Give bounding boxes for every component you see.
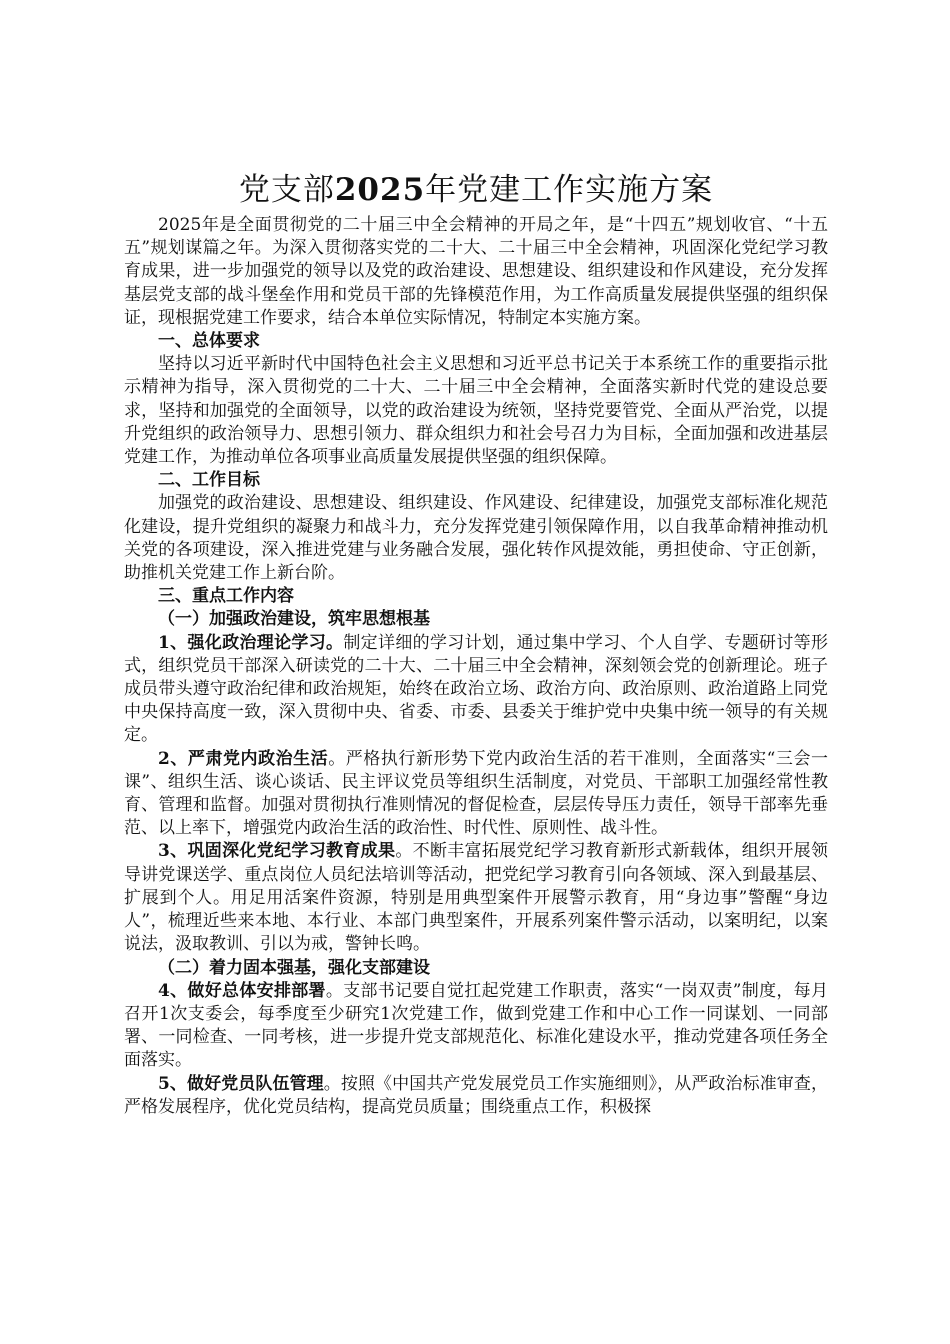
document-body	[124, 168, 828, 1119]
item-3-title: 3、巩固深化党纪学习教育成果	[158, 841, 396, 862]
item-5-title: 5、做好党员队伍管理	[158, 1073, 324, 1094]
item-5-paragraph	[124, 1073, 828, 1119]
item-1-title: 1、强化政治理论学习。	[158, 632, 344, 653]
intro-paragraph: 2025年是全面贯彻党的二十届三中全会精神的开局之年，是“十四五”规划收官、“十五五”规划谋篇之年。为深入贯彻落实党的二十大、二十届三中全会精神，巩固深化党纪学习教育成果，进一步加强党的领导以及党的政治建设、思想建设、组织建设和作风建设，充分发挥基层党支部的战斗堡垒作用和党员干部的先锋模范作用，为工作高质量发展提供坚强的组织保证，现根据党建工作要求，结合本单位实际情况，特制定本实施方案。	[124, 215, 828, 328]
item-1-paragraph	[124, 632, 828, 748]
title-year: 2025	[334, 172, 426, 208]
title-prefix: 党支部	[238, 172, 335, 208]
item-4-title: 4、做好总体安排部署	[158, 980, 326, 1001]
item-5-text: 。按照《中国共产党发展党员工作实施细则》，从严政治标准审查，严格发展程序，优化党员结构，提高党员质量；围绕重点工作，积极探	[124, 1073, 828, 1117]
section-work-goals-text: 加强党的政治建设、思想建设、组织建设、作风建设、纪律建设，加强党支部标准化规范化建设，提升党组织的凝聚力和战斗力，充分发挥党建引领保障作用，以自我革命精神推动机关党的各项建设，深入推进党建与业务融合发展，强化转作风提效能，勇担使命、守正创新，助推机关党建工作上新台阶。	[124, 493, 828, 584]
subsection-heading-political-building: （一）加强政治建设，筑牢思想根基	[158, 609, 430, 630]
item-4-paragraph	[124, 980, 828, 1073]
item-1-text: 制定详细的学习计划，通过集中学习、个人自学、专题研讨等形式，组织党员干部深入研读党的二十大、二十届三中全会精神，深刻领会党的创新理论。班子成员带头遵守政治纪律和政治规矩，始终在政治立场、政治方向、政治原则、政治道路上同党中央保持高度一致，深入贯彻中央、省委、市委、县委关于维护党中央集中统一领导的有关规定。	[124, 632, 828, 746]
item-2-title: 2、严肃党内政治生活	[158, 748, 329, 769]
item-4-text: 。支部书记要自觉扛起党建工作职责，落实“一岗双责”制度，每月召开1次支委会，每季度至少研究1次党建工作，做到党建工作和中心工作一同谋划、一同部署、一同检查、一同考核，进一步提升党支部规范化、标准化建设水平，推动党建各项任务全面落实。	[124, 980, 828, 1071]
item-2-text: 。严格执行新形势下党内政治生活的若干准则，全面落实“三会一课”、组织生活、谈心谈话、民主评议党员等组织生活制度，对党员、干部职工加强经常性教育、管理和监督。加强对贯彻执行准则情况的督促检查，层层传导压力责任，领导干部率先垂范、以上率下，增强党内政治生活的政治性、时代性、原则性、战斗性。	[124, 748, 828, 839]
title-suffix: 年党建工作实施方案	[425, 172, 714, 208]
document-title	[124, 168, 828, 212]
item-2-paragraph	[124, 748, 828, 841]
section-heading-key-work: 三、重点工作内容	[158, 586, 294, 607]
subsection-heading-branch-building: （二）着力固本强基，强化支部建设	[158, 957, 430, 978]
item-3-text: 。不断丰富拓展党纪学习教育新形式新载体，组织开展领导讲党课送学、重点岗位人员纪法培训等活动，把党纪学习教育引向各领域、深入到最基层、扩展到个人。用足用活案件资源，特别是用典型案件开展警示教育，用“身边事”警醒“身边人”，梳理近些来本地、本行业、本部门典型案件，开展系列案件警示活动，以案明纪，以案说法，汲取教训、引以为戒，警钟长鸣。	[124, 841, 828, 955]
section-heading-general-requirements: 一、总体要求	[158, 331, 260, 352]
section-general-requirements-text: 坚持以习近平新时代中国特色社会主义思想和习近平总书记关于本系统工作的重要指示批示精神为指导，深入贯彻党的二十大、二十届三中全会精神，全面落实新时代党的建设总要求，坚持和加强党的全面领导，以党的政治建设为统领，坚持党要管党、全面从严治党，以提升党组织的政治领导力、思想引领力、群众组织力和社会号召力为目标，全面加强和改进基层党建工作，为推动单位各项事业高质量发展提供坚强的组织保障。	[124, 354, 828, 468]
item-3-paragraph	[124, 840, 828, 956]
section-heading-work-goals: 二、工作目标	[158, 470, 260, 491]
